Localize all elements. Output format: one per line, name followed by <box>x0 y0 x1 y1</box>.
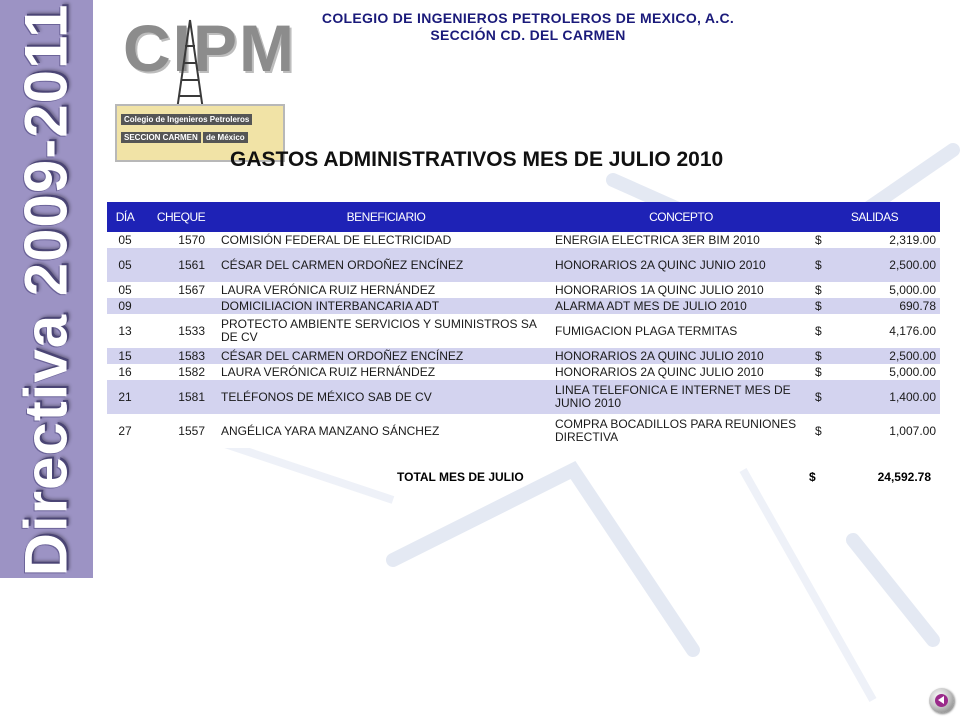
cell-currency: $ <box>815 257 822 272</box>
cell-salidas: 2,500.00 <box>889 257 937 272</box>
table-row <box>107 348 940 364</box>
cell-beneficiario: LAURA VERÓNICA RUIZ HERNÁNDEZ <box>221 364 436 379</box>
page-title: GASTOS ADMINISTRATIVOS MES DE JULIO 2010 <box>230 148 724 171</box>
cell-cheque: 1570 <box>178 232 205 247</box>
table-row <box>107 314 940 348</box>
cell-cheque: 1533 <box>178 323 205 338</box>
table-row <box>107 364 940 380</box>
cell-dia: 05 <box>118 257 132 272</box>
table-header-row <box>107 202 940 232</box>
cell-currency: $ <box>815 232 822 247</box>
cell-concepto: HONORARIOS 2A QUINC JULIO 2010 <box>555 364 764 379</box>
cell-concepto: COMPRA BOCADILLOS PARA REUNIONES DIRECTIVA <box>555 417 797 444</box>
total-label: TOTAL MES DE JULIO <box>397 470 524 484</box>
table-row <box>107 380 940 414</box>
cell-cheque: 1581 <box>178 389 205 404</box>
table-row <box>107 298 940 314</box>
cell-dia: 13 <box>118 323 132 338</box>
cell-dia: 15 <box>118 348 132 363</box>
column-header-salidas: SALIDAS <box>850 210 899 224</box>
cell-beneficiario: COMISIÓN FEDERAL DE ELECTRICIDAD <box>221 232 452 247</box>
table-row <box>107 232 940 248</box>
cell-beneficiario: PROTECTO AMBIENTE SERVICIOS Y SUMINISTROS SA DE CV <box>221 317 537 344</box>
side-banner <box>0 0 93 578</box>
cell-dia: 27 <box>118 423 132 438</box>
cell-salidas: 690.78 <box>899 298 937 313</box>
cell-cheque: 1567 <box>178 282 205 297</box>
cell-concepto: HONORARIOS 2A QUINC JUNIO 2010 <box>555 257 766 272</box>
logo-title: CIPM <box>123 11 296 85</box>
cell-beneficiario: CÉSAR DEL CARMEN ORDOÑEZ ENCÍNEZ <box>221 257 464 272</box>
back-arrow-icon <box>938 696 944 704</box>
total-currency: $ <box>809 470 816 484</box>
cell-salidas: 1,400.00 <box>889 389 937 404</box>
cell-concepto: FUMIGACION PLAGA TERMITAS <box>555 323 738 338</box>
table-row <box>107 248 940 282</box>
cell-concepto: LINEA TELEFONICA E INTERNET MES DE JUNIO 2010 <box>555 383 791 410</box>
cell-dia: 09 <box>118 298 132 313</box>
cell-concepto: ENERGIA ELECTRICA 3ER BIM 2010 <box>555 232 760 247</box>
cell-currency: $ <box>815 323 822 338</box>
cell-dia: 05 <box>118 232 132 247</box>
oil-derrick-icon <box>173 18 207 113</box>
cell-beneficiario: CÉSAR DEL CARMEN ORDOÑEZ ENCÍNEZ <box>221 348 464 363</box>
cell-salidas: 4,176.00 <box>889 323 937 338</box>
cell-salidas: 2,500.00 <box>889 348 937 363</box>
cell-salidas: 2,319.00 <box>889 232 937 247</box>
cell-currency: $ <box>815 298 822 313</box>
cell-currency: $ <box>815 282 822 297</box>
cell-dia: 05 <box>118 282 132 297</box>
cell-cheque: 1561 <box>178 257 205 272</box>
column-header-dia: DÍA <box>115 210 135 224</box>
cell-beneficiario: DOMICILIACION INTERBANCARIA ADT <box>221 298 440 313</box>
expenses-table <box>107 202 940 448</box>
total-amount: 24,592.78 <box>877 470 931 484</box>
cell-salidas: 1,007.00 <box>889 423 937 438</box>
cell-cheque: 1582 <box>178 364 205 379</box>
cell-concepto: ALARMA ADT MES DE JULIO 2010 <box>555 298 747 313</box>
cell-currency: $ <box>815 348 822 363</box>
cell-dia: 16 <box>118 364 132 379</box>
column-header-beneficiario: BENEFICIARIO <box>346 210 426 224</box>
table-row <box>107 414 940 448</box>
column-header-cheque: CHEQUE <box>156 210 206 224</box>
cell-cheque: 1557 <box>178 423 205 438</box>
cell-concepto: HONORARIOS 2A QUINC JULIO 2010 <box>555 348 764 363</box>
side-banner-text: Directiva 2009-2011 <box>12 3 80 577</box>
column-header-concepto: CONCEPTO <box>649 210 713 224</box>
cell-cheque <box>143 298 219 314</box>
logo-band-line2: SECCION CARMEN <box>121 132 201 143</box>
back-button[interactable] <box>929 688 954 713</box>
cell-salidas: 5,000.00 <box>889 364 937 379</box>
logo-band-line3: de México <box>203 132 248 143</box>
total-row <box>107 470 940 486</box>
cell-beneficiario: LAURA VERÓNICA RUIZ HERNÁNDEZ <box>221 282 436 297</box>
org-name: COLEGIO DE INGENIEROS PETROLEROS DE MEXICO, A.C. <box>321 10 735 26</box>
cell-salidas: 5,000.00 <box>889 282 937 297</box>
cell-currency: $ <box>815 389 822 404</box>
cell-dia: 21 <box>118 389 132 404</box>
cell-currency: $ <box>815 364 822 379</box>
cell-beneficiario: ANGÉLICA YARA MANZANO SÁNCHEZ <box>221 423 440 438</box>
org-section: SECCIÓN CD. DEL CARMEN <box>430 27 626 43</box>
logo-band-line1: Colegio de Ingenieros Petroleros <box>121 114 252 125</box>
cell-currency: $ <box>815 423 822 438</box>
cell-cheque: 1583 <box>178 348 205 363</box>
cell-concepto: HONORARIOS 1A QUINC JULIO 2010 <box>555 282 764 297</box>
cell-beneficiario: TELÉFONOS DE MÉXICO SAB DE CV <box>221 389 432 404</box>
table-row <box>107 282 940 298</box>
